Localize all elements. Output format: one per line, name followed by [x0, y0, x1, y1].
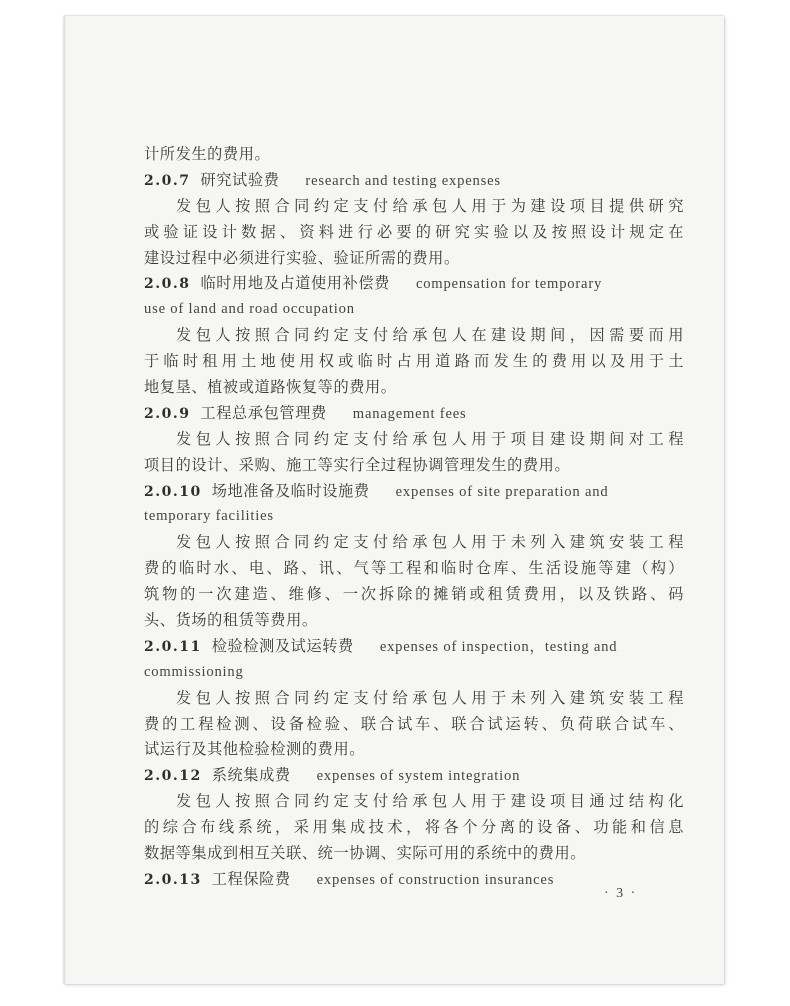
section-number: 2.0.8: [144, 276, 191, 293]
definition-line: 筑物的一次建造、维修、一次拆除的摊销或租赁费用，以及铁路、码: [144, 585, 684, 604]
term-chinese: 检验检测及试运转费: [211, 636, 354, 655]
page-number: · 3 ·: [604, 886, 638, 901]
definition-line: 发包人按照合同约定支付给承包人用于建设项目通过结构化: [176, 792, 684, 811]
section-heading-2-0-13: [144, 867, 684, 893]
term-chinese: 研究试验费: [200, 170, 280, 189]
term-english-continued: use of land and road occupation: [144, 301, 355, 318]
section-heading-2-0-11: [144, 634, 684, 660]
definition-line: 发包人按照合同约定支付给承包人在建设期间，因需要而用: [176, 326, 684, 345]
definition-line: 于临时租用土地使用权或临时占用道路而发生的费用以及用于土: [144, 352, 684, 371]
definition-line: 试运行及其他检验检测的费用。: [144, 740, 366, 759]
section-number: 2.0.7: [144, 172, 191, 189]
term-chinese: 临时用地及占道使用补偿费: [200, 274, 390, 293]
document-page: [64, 16, 724, 984]
definition-line: 费的临时水、电、路、讯、气等工程和临时仓库、生活设施等建（构）: [144, 559, 684, 578]
term-english: compensation for temporary: [415, 276, 603, 293]
term-chinese: 场地准备及临时设施费: [211, 481, 370, 500]
definition-line: 的综合布线系统，采用集成技术，将各个分离的设备、功能和信息: [144, 818, 684, 837]
section-heading-2-0-7: [144, 168, 684, 194]
definition-line: 发包人按照合同约定支付给承包人用于未列入建筑安装工程: [176, 688, 684, 707]
definition-line: 发包人按照合同约定支付给承包人用于未列入建筑安装工程: [176, 533, 684, 552]
page-edge-shadow: [64, 16, 66, 984]
definition-line: 头、货场的租赁等费用。: [144, 611, 318, 630]
definition-line: 发包人按照合同约定支付给承包人用于为建设项目提供研究: [176, 196, 684, 215]
section-number: 2.0.12: [144, 768, 202, 785]
definition-line: 地复垦、植被或道路恢复等的费用。: [144, 378, 397, 397]
section-number: 2.0.13: [144, 871, 202, 888]
section-heading-2-0-9: [144, 401, 684, 427]
page-content: [144, 142, 684, 893]
term-english: expenses of inspection，testing and: [379, 638, 618, 655]
section-heading-2-0-10: [144, 479, 684, 505]
term-english-continued: temporary facilities: [144, 508, 274, 525]
term-english: expenses of construction insurances: [316, 871, 555, 888]
term-chinese: 系统集成费: [211, 766, 291, 785]
term-english: expenses of system integration: [316, 768, 521, 785]
section-number: 2.0.11: [144, 638, 202, 655]
term-english-continued: commissioning: [144, 663, 244, 680]
definition-line: 或验证设计数据、资料进行必要的研究实验以及按照设计规定在: [144, 222, 684, 241]
term-english: research and testing expenses: [305, 172, 501, 189]
definition-line: 数据等集成到相互关联、统一协调、实际可用的系统中的费用。: [144, 844, 587, 863]
definition-line: 费的工程检测、设备检验、联合试车、联合试运转、负荷联合试车、: [144, 714, 684, 733]
section-heading-2-0-12: [144, 763, 684, 789]
term-chinese: 工程保险费: [211, 869, 291, 888]
section-number: 2.0.10: [144, 483, 202, 500]
term-english: expenses of site preparation and: [395, 483, 609, 500]
section-number: 2.0.9: [144, 405, 191, 422]
term-english: management fees: [352, 405, 467, 422]
definition-line: 项目的设计、采购、施工等实行全过程协调管理发生的费用。: [144, 455, 571, 474]
term-chinese: 工程总承包管理费: [200, 403, 327, 422]
definition-line: 建设过程中必须进行实验、验证所需的费用。: [144, 248, 460, 267]
section-heading-2-0-8: [144, 271, 684, 297]
definition-line: 发包人按照合同约定支付给承包人用于项目建设期间对工程: [176, 429, 684, 448]
text-line: 计所发生的费用。: [144, 145, 271, 163]
